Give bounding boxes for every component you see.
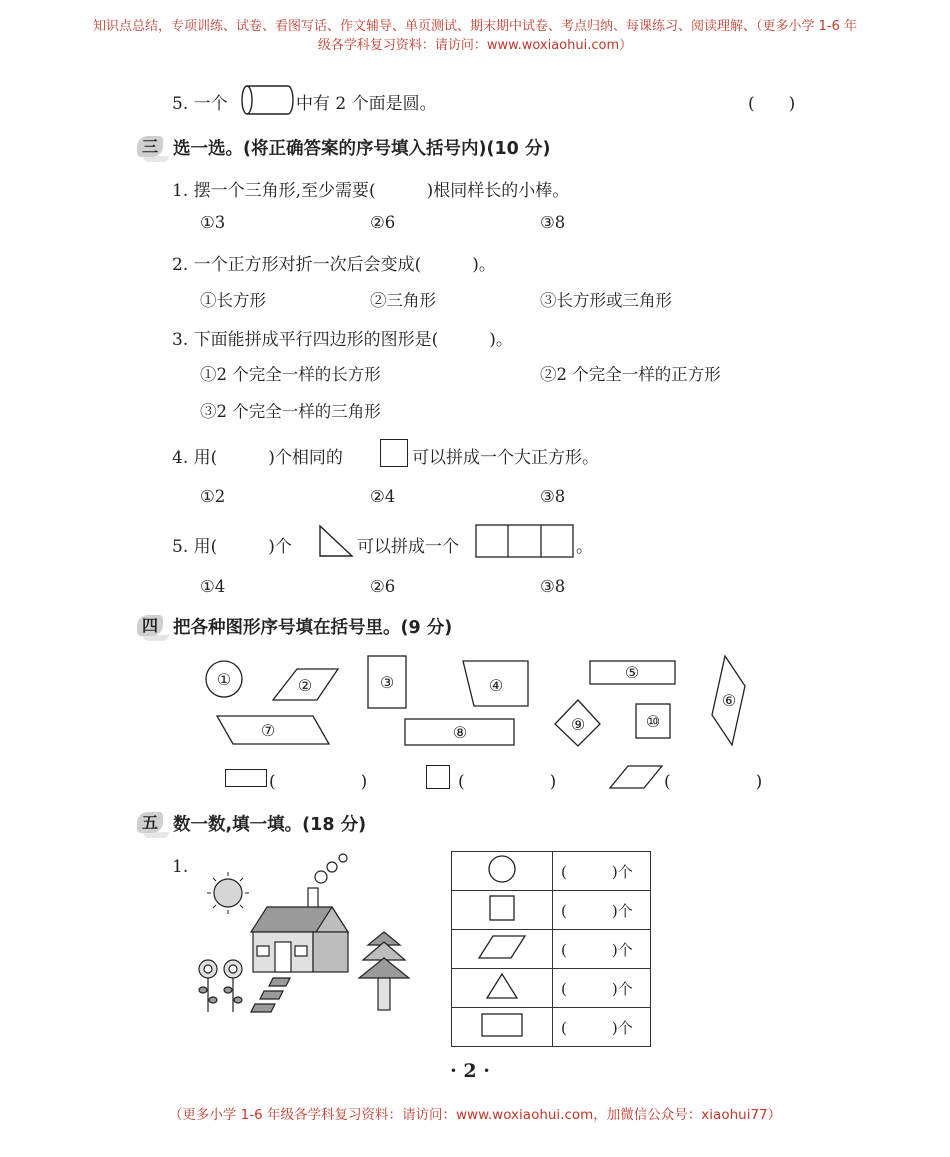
svg-text:⑧: ⑧: [452, 723, 468, 742]
square-cell: [452, 891, 553, 930]
square-shape-icon: [488, 894, 516, 922]
circle-shape-icon: [487, 854, 517, 884]
prev-q5-text: 中有 2 个面是圆。: [296, 94, 437, 114]
square-category-icon: [426, 765, 450, 789]
rectangle-shape-icon: [480, 1012, 524, 1038]
cylinder-figure: [238, 84, 294, 116]
s3-q3-opt2[interactable]: ②2 个完全一样的正方形: [540, 365, 721, 384]
prev-q5: 5. 一个: [172, 94, 228, 114]
s3-q4-opt2[interactable]: ②4: [370, 487, 396, 506]
s3-q2-opt2[interactable]: ②三角形: [370, 291, 436, 310]
shapes-figure: [195, 650, 765, 760]
table-row: [452, 891, 651, 930]
svg-text:⑥: ⑥: [721, 691, 737, 710]
header-line-2: 级各学科复习资料：请访问：www.woxiaohui.com）: [317, 38, 633, 53]
s3-q1-opt3[interactable]: ③8: [540, 213, 566, 232]
triangle-count-blank[interactable]: ( )个: [553, 969, 651, 1008]
house-scene-figure: [195, 850, 415, 1020]
table-row: [452, 852, 651, 891]
three-square-strip-figure: [475, 524, 575, 558]
s3-q4-opt1[interactable]: ①2: [200, 487, 226, 506]
rectangle-count-blank[interactable]: ( )个: [553, 1008, 651, 1047]
triangle-shape-icon: [485, 972, 519, 1000]
section4-badge: 四: [137, 615, 163, 636]
s3-q4-text-post: 可以拼成一个大正方形。: [412, 448, 599, 468]
s3-q1-opt1[interactable]: ①3: [200, 213, 226, 232]
rectangle-category-icon: [225, 769, 267, 787]
table-row: [452, 1008, 651, 1047]
s3-q3-opt1[interactable]: ①2 个完全一样的长方形: [200, 365, 381, 384]
s3-q4-opt3[interactable]: ③8: [540, 487, 566, 506]
s3-q5-opt2[interactable]: ②6: [370, 577, 396, 596]
section3-title: 选一选。(将正确答案的序号填入括号内)(10 分): [173, 139, 551, 159]
right-triangle-figure: [318, 524, 354, 558]
svg-text:③: ③: [379, 673, 395, 692]
s3-q4-text: 4. 用( )个相同的: [172, 448, 343, 468]
circle-count-blank[interactable]: ( )个: [553, 852, 651, 891]
section4-title: 把各种图形序号填在括号里。(9 分): [173, 618, 453, 638]
s3-q2-opt1[interactable]: ①长方形: [200, 291, 266, 310]
parallelogram-shape-icon: [477, 934, 527, 960]
header-banner: [40, 17, 910, 55]
parallelogram-cell: [452, 930, 553, 969]
s3-q5-text-mid: 可以拼成一个: [357, 537, 459, 557]
s3-q5-opt1[interactable]: ①4: [200, 577, 226, 596]
table-row: [452, 969, 651, 1008]
section5-badge: 五: [137, 812, 163, 833]
s3-q5-opt3[interactable]: ③8: [540, 577, 566, 596]
triangle-cell: [452, 969, 553, 1008]
svg-text:⑩: ⑩: [645, 712, 661, 731]
s3-q5-text-post: 。: [576, 537, 593, 557]
s3-q5-text: 5. 用( )个: [172, 537, 292, 557]
s3-q1-text: 1. 摆一个三角形,至少需要( )根同样长的小棒。: [172, 181, 570, 201]
footer-banner: （更多小学 1-6 年级各学科复习资料：请访问：www.woxiaohui.com，加微信公众号：xiaohui77）: [168, 1107, 782, 1123]
svg-text:②: ②: [297, 676, 313, 695]
svg-text:⑦: ⑦: [260, 721, 276, 740]
page-number: · 2 ·: [450, 1060, 490, 1082]
s3-q3-text: 3. 下面能拼成平行四边形的图形是( )。: [172, 330, 513, 350]
square-count-blank[interactable]: ( )个: [553, 891, 651, 930]
parallelogram-count-blank[interactable]: ( )个: [553, 930, 651, 969]
small-square-figure: [380, 439, 408, 467]
square-answer-blank[interactable]: ( ): [458, 772, 557, 792]
circle-cell: [452, 852, 553, 891]
svg-text:④: ④: [488, 676, 504, 695]
parallelogram-answer-blank[interactable]: ( ): [664, 772, 763, 792]
svg-text:①: ①: [216, 670, 232, 689]
s3-q2-opt3[interactable]: ③长方形或三角形: [540, 291, 672, 310]
sun-circle: [214, 879, 242, 907]
section5-title: 数一数,填一填。(18 分): [173, 815, 367, 835]
svg-text:⑨: ⑨: [570, 715, 586, 734]
s3-q3-opt3[interactable]: ③2 个完全一样的三角形: [200, 402, 381, 421]
parallelogram-category-icon: [608, 764, 664, 790]
rectangle-cell: [452, 1008, 553, 1047]
header-line-1: 知识点总结，专项训练、试卷、看图写话、作文辅导、单页测试、期末期中试卷、考点归纳、每课练习、阅读理解、（更多小学 1-6 年: [93, 19, 857, 34]
section3-badge: 三: [137, 136, 163, 157]
svg-text:⑤: ⑤: [624, 663, 640, 682]
s5-q1-num: 1.: [172, 857, 189, 877]
prev-q5-answer-blank[interactable]: ( ): [748, 94, 796, 114]
table-row: [452, 930, 651, 969]
shape-count-table: [451, 851, 651, 1047]
rectangle-answer-blank[interactable]: ( ): [269, 772, 368, 792]
s3-q1-opt2[interactable]: ②6: [370, 213, 396, 232]
s3-q2-text: 2. 一个正方形对折一次后会变成( )。: [172, 255, 496, 275]
